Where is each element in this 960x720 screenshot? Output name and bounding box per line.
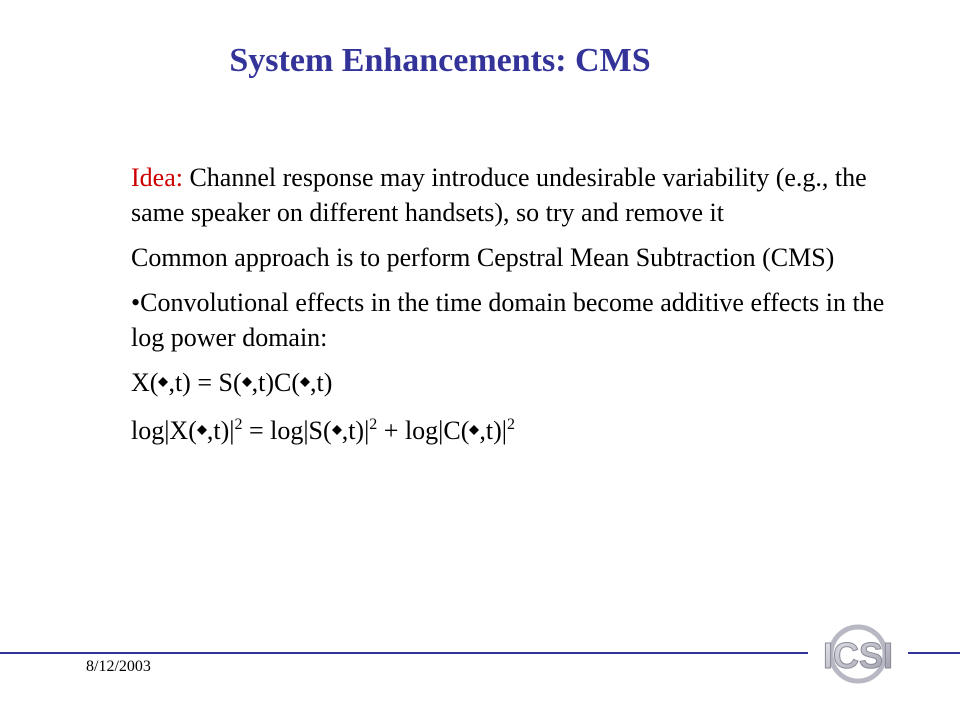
eq2-exponent: 2 [234, 416, 243, 433]
equation-2 [131, 413, 891, 448]
diamond-glyph-icon [158, 377, 168, 387]
eq2-part: ,t)| [341, 416, 370, 445]
equation-1 [131, 365, 891, 400]
slide-date: 8/12/2003 [86, 658, 151, 675]
eq1-part: X( [131, 368, 159, 397]
footer-rule-left [0, 652, 808, 654]
eq2-exponent: 2 [506, 416, 515, 433]
eq1-part: ,t) = S( [168, 368, 242, 397]
eq1-part: ,t) [310, 368, 333, 397]
diamond-glyph-icon [242, 377, 252, 387]
eq2-part: + log|C( [377, 416, 470, 445]
eq2-exponent: 2 [369, 416, 378, 433]
idea-text: Channel response may introduce undesirable variability (e.g., the same speaker on different handsets), so try and remove it [131, 163, 867, 227]
idea-label: Idea: [131, 163, 183, 192]
diamond-glyph-icon [469, 425, 479, 435]
slide-body [131, 160, 891, 461]
idea-paragraph [131, 160, 891, 230]
eq2-part: log|X( [131, 416, 197, 445]
footer-rule-right [908, 652, 960, 654]
slide-title: System Enhancements: CMS [229, 42, 651, 79]
diamond-glyph-icon [300, 377, 310, 387]
bullet-paragraph: •Convolutional effects in the time domain become additive effects in the log power domain: [131, 288, 885, 352]
eq2-part: ,t)| [206, 416, 235, 445]
diamond-glyph-icon [332, 425, 342, 435]
eq2-part: ,t)| [479, 416, 507, 445]
diamond-glyph-icon [197, 425, 207, 435]
icsi-logo [812, 624, 904, 684]
eq2-part: = log|S( [242, 416, 332, 445]
svg-text:ICSI: ICSI [822, 635, 894, 676]
eq1-part: ,t)C( [251, 368, 300, 397]
cms-paragraph: Common approach is to perform Cepstral Mean Subtraction (CMS) [131, 243, 835, 272]
